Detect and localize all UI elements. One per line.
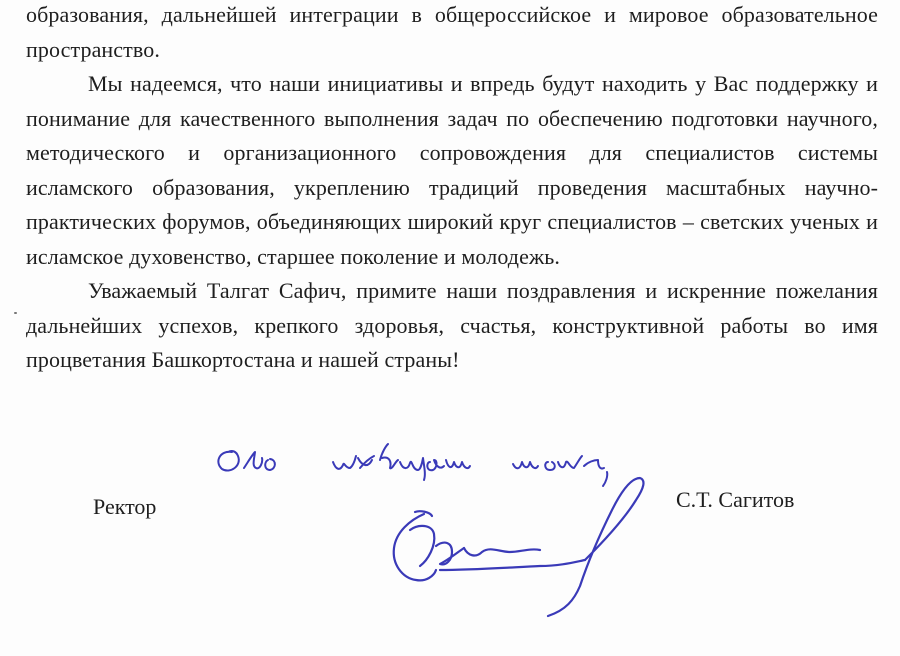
paragraph-continued: образования, дальнейшей интеграции в общероссийское и мировое образовательное пространство. (26, 2, 878, 62)
paragraph-hopes: Мы надеемся, что наши инициативы и впредь будут находить у Вас поддержку и понимание для качественного выполнения задач по обеспечению подготовки научного, методического и организационного сопровождения для специалистов системы исламского образования, укреплению традиций проведения масштабных научно-практических форумов, объединяющих широкий круг специалистов – светских ученых и исламское духовенство, старшее поколение и молодежь. (26, 71, 878, 269)
paragraph-congratulations: Уважаемый Талгат Сафич, примите наши поздравления и искренние пожелания дальнейших успехов, крепкого здоровья, счастья, конструктивной работы во имя процветания Башкортостана и нашей страны! (26, 278, 878, 372)
signatory-position: Ректор (93, 494, 157, 519)
signatory-name: С.Т. Сагитов (676, 487, 795, 512)
handwritten-greeting (218, 444, 607, 486)
signature-scribble (394, 478, 644, 616)
